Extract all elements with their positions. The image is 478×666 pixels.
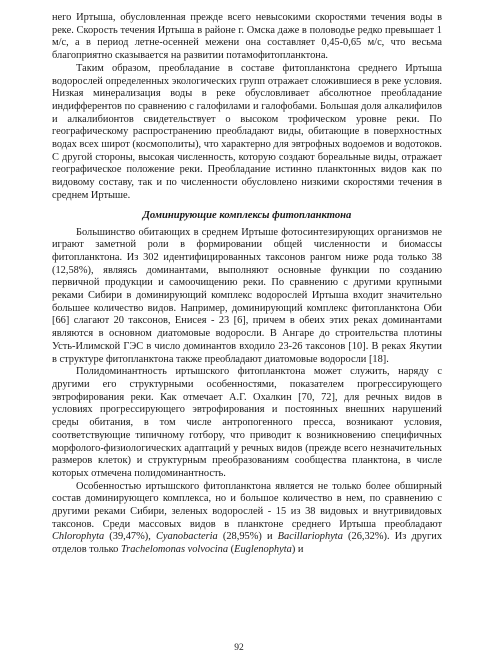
taxon-name: Cyanobacteria (155, 531, 218, 543)
text-run: Особенностью иртышского фитопланктона является не только более обширный состав доминирующего комплекса, но и большое количество в нем, по сравнению с другими реками Сибири, зеленых водорослей - 15 из 38 видовых и внутривидовых таксонов. Среди массовых видов в планктоне среднего Иртыша преобладают (52, 480, 442, 530)
taxon-name: Bacillariophyta (277, 531, 343, 543)
section-heading: Доминирующие комплексы фитопланктона (142, 209, 352, 221)
taxon-name: Trachelomonas volvocina (120, 544, 229, 556)
text-run: (26,32%). Из других отделов только (52, 531, 443, 556)
text-run: (28,95%) и (217, 531, 278, 543)
text-run: ) и (291, 544, 304, 556)
paragraph-polydominance: Полидоминантность иртышского фитопланктона может служить, наряду с другими его структурными особенностями, показателем прогрессирующего эвтрофирования реки. Как отмечает А.Г. Охалкин [70, 72], для речных видов в условиях прогрессирующего эвтрофирования и постоянных внешних нарушений среды обитания, в том числе антропогенного пресса, возникают условия, соответствующие типичному готбору, что приводит к возникновению специфичных морфолого-физиологических адаптаций у речных видов (прежде всего незначительных размеров клеток) и структурным преобразованиям сообщества планктона, в числе которых отмечена полидоминантность. (52, 366, 442, 479)
paragraph-dominant-taxa: Большинство обитающих в среднем Иртыше фотосинтезирующих организмов не играют заметной роли в формировании общей численности и биомассы фитопланктона. Из 302 идентифицированных таксонов рангом ниже рода только 38 (12,58%), являясь доминантами, выполняют основные функции по созданию первичной продукции и самоочищению реки. По сравнению с другими крупными реками Сибири в доминирующий комплекс водорослей Иртыша входит значительно большее количество видов. Например, доминирующий комплекс фитопланктона Оби [66] слагают 20 таксонов, Енисея - 23 [6], причем в обеих этих реках доминантами являются в основном диатомовые водоросли. В Ангаре до строительства плотины Усть-Илимской ГЭС в число доминантов входило 23-26 таксонов [10]. В реках Якутии в структуре фитопланктона также преобладают диатомовые водоросли [18]. (52, 226, 442, 365)
text-column (52, 12, 442, 557)
paragraph-green-algae (52, 481, 442, 557)
text-run: (39,47%), (104, 531, 156, 543)
page-number: 92 (234, 643, 244, 653)
paragraph-continuation: него Иртыша, обусловленная прежде всего невысокими скоростями течения воды в реке. Скорость течения Иртыша в районе г. Омска даже в половодье редко превышает 1 м/с, а в период летне-осенней межени она составляет 0,45-0,65 м/с, что весьма благоприятно сказывается на развитии потамофитопланктона. (52, 12, 442, 62)
text-run: ( (228, 544, 235, 556)
paragraph-ecological-groups: Таким образом, преобладание в составе фитопланктона среднего Иртыша водорослей определенных экологических групп отражает сложившиеся в реке условия. Низкая минерализация воды в реке обусловливает абсолютное преобладание индифферентов по сравнению с галофилами и галофобами. Большая доля алкалифилов и алкалибионтов свидетельствует о высоком трофическом уровне реки. По географическому распространению преобладают виды, обитающие в поверхностных водах всех широт (космополиты), что характерно для эвтрофных водоемов и водотоков. С другой стороны, высокая численность, которую создают бореальные виды, отражает географическое положение реки. Преобладание истинно планктонных видов как по видовому составу, так и по численности обусловлено низкими скоростями течения в среднем Иртыше. (52, 62, 442, 201)
taxon-name: Euglenophyta (234, 544, 292, 556)
taxon-name: Chlorophyta (52, 531, 105, 543)
